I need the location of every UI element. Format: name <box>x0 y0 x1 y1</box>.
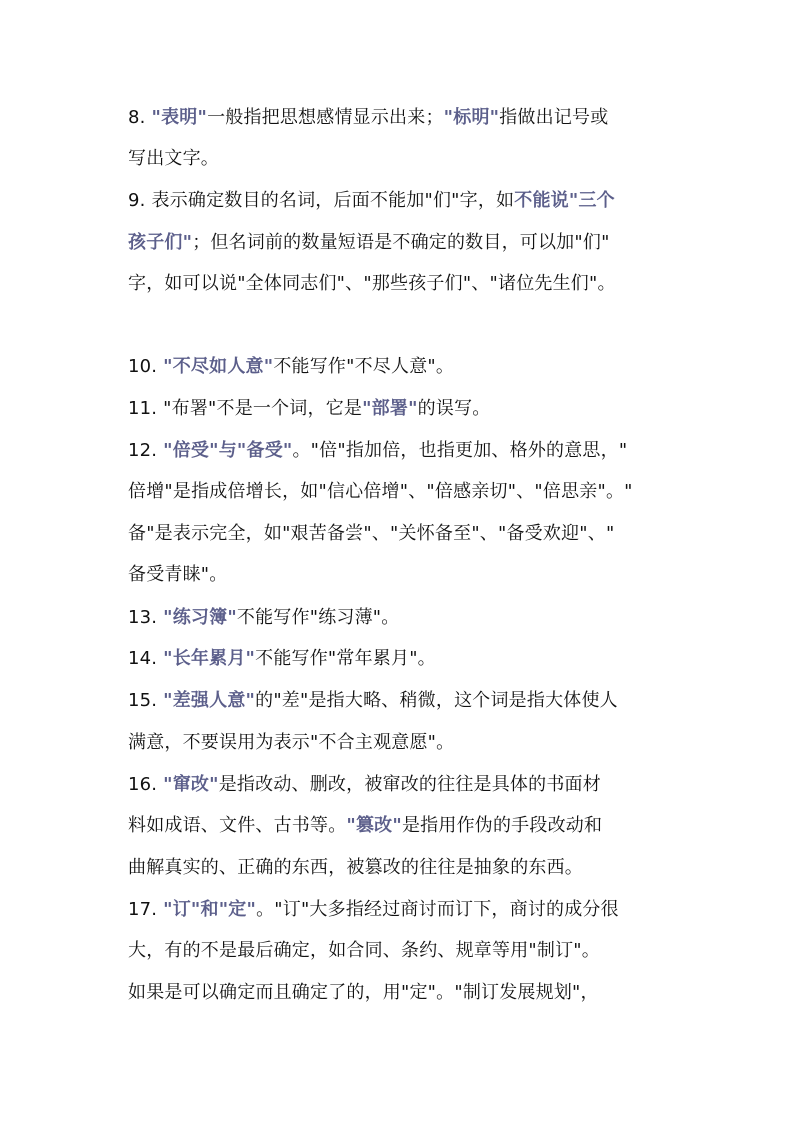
item-17-line <box>128 936 688 966</box>
item-15-line <box>128 728 688 758</box>
highlighted-term: "不尽如人意" <box>163 356 274 377</box>
item-12-line <box>128 436 688 466</box>
text-segment: 是指改动、删改，被窜改的往往是具体的书面材 <box>218 774 601 795</box>
text-segment: 一般指把思想感情显示出来； <box>207 107 444 128</box>
item-16-line <box>128 811 688 841</box>
highlighted-term: "表明" <box>151 107 208 128</box>
text-segment: 曲解真实的、正确的东西，被篡改的往往是抽象的东西。 <box>128 857 583 878</box>
text-segment: 14. <box>128 648 164 669</box>
text-segment: 11. "布署"不是一个词，它是 <box>128 398 363 419</box>
text-segment: 17. <box>128 899 164 920</box>
highlighted-term: 不能说"三个 <box>514 190 615 211</box>
text-segment: 。"倍"指加倍，也指更加、格外的意思，" <box>292 440 628 461</box>
highlighted-term: "篡改" <box>346 815 402 836</box>
text-segment: 字，如可以说"全体同志们"、"那些孩子们"、"诸位先生们"。 <box>128 273 616 294</box>
item-15-line <box>128 686 688 716</box>
item-12-line <box>128 560 688 590</box>
item-8-line <box>128 144 688 174</box>
highlighted-term: 孩子们" <box>128 232 193 253</box>
text-segment: 9. 表示确定数目的名词，后面不能加"们"字，如 <box>128 190 515 211</box>
highlighted-term: "窜改" <box>163 774 219 795</box>
item-8-line <box>128 103 688 133</box>
text-segment: 倍增"是指成倍增长，如"信心倍增"、"倍感亲切"、"倍思亲"。" <box>128 481 633 502</box>
item-16-line <box>128 853 688 883</box>
highlighted-term: "差强人意" <box>163 690 256 711</box>
text-segment: 。"订"大多指经过商讨而订下，商讨的成分很 <box>256 899 619 920</box>
text-segment: 不能写作"练习薄"。 <box>236 607 400 628</box>
item-13-line <box>128 603 688 633</box>
item-14-line <box>128 644 688 674</box>
item-12-line <box>128 519 688 549</box>
text-segment: 12. <box>128 440 164 461</box>
highlighted-term: "练习簿" <box>163 607 237 628</box>
text-segment: 大，有的不是最后确定，如合同、条约、规章等用"制订"。 <box>128 940 600 961</box>
item-17-line <box>128 978 688 1008</box>
text-segment: 备"是表示完全，如"艰苦备尝"、"关怀备至"、"备受欢迎"、" <box>128 523 615 544</box>
text-segment: 备受青睐"。 <box>128 564 228 585</box>
highlighted-term: "长年累月" <box>163 648 256 669</box>
item-12-line <box>128 477 688 507</box>
text-segment: 如果是可以确定而且确定了的，用"定"。"制订发展规划"， <box>128 982 599 1003</box>
text-segment: 15. <box>128 690 164 711</box>
text-segment: ；但名词前的数量短语是不确定的数目，可以加"们" <box>192 232 610 253</box>
text-segment: 8. <box>128 107 152 128</box>
highlighted-term: "倍受"与"备受" <box>163 440 293 461</box>
item-9-line <box>128 228 688 258</box>
text-segment: 10. <box>128 356 164 377</box>
text-segment: 写出文字。 <box>128 148 219 169</box>
item-17-line <box>128 895 688 925</box>
text-segment: 料如成语、文件、古书等。 <box>128 815 347 836</box>
item-9-line <box>128 269 688 299</box>
text-segment: 的误写。 <box>417 398 491 419</box>
item-10-line <box>128 352 688 382</box>
item-11-line <box>128 394 688 424</box>
highlighted-term: "标明" <box>443 107 500 128</box>
text-segment: 13. <box>128 607 164 628</box>
text-segment: 不能写作"常年累月"。 <box>255 648 436 669</box>
item-9-line <box>128 186 688 216</box>
text-segment: 指做出记号或 <box>499 107 609 128</box>
highlighted-term: "订"和"定" <box>163 899 257 920</box>
text-segment: 满意，不要误用为表示"不合主观意愿"。 <box>128 732 455 753</box>
text-segment: 是指用作伪的手段改动和 <box>401 815 603 836</box>
item-16-line <box>128 770 688 800</box>
text-segment: 16. <box>128 774 164 795</box>
text-segment: 的"差"是指大略、稍微，这个词是指大体使人 <box>255 690 618 711</box>
highlighted-term: "部署" <box>362 398 418 419</box>
text-segment: 不能写作"不尽人意"。 <box>273 356 455 377</box>
